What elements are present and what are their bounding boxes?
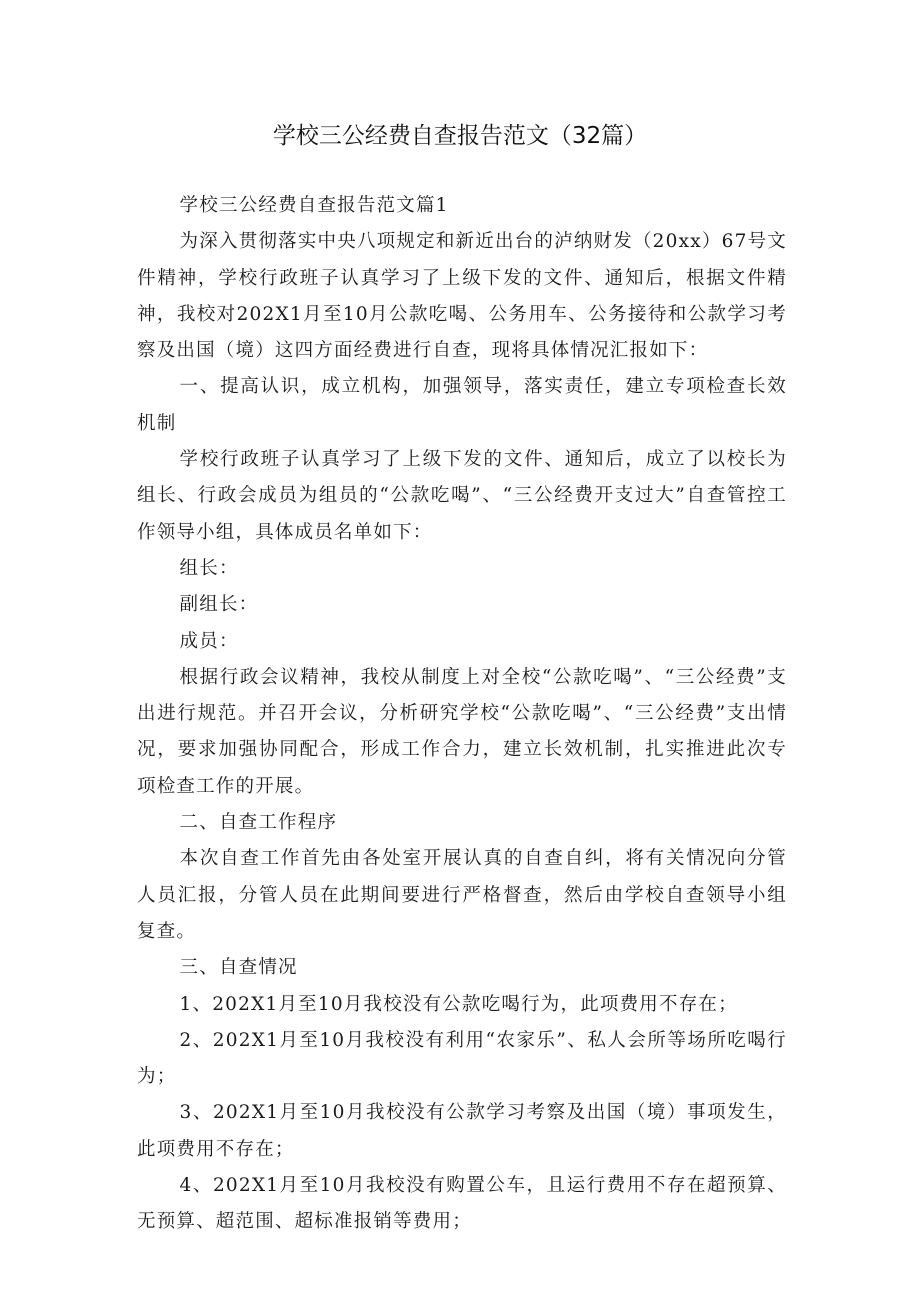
- paragraph: 根据行政会议精神，我校从制度上对全校“公款吃喝”、“三公经费”支出进行规范。并召开会议，分析研究学校“公款吃喝”、“三公经费”支出情况，要求加强协同配合，形成工作合力，建立长效机制，扎实推进此次专项检查工作的开展。: [137, 666, 787, 797]
- section-heading: 一、提高认识，成立机构，加强领导，落实责任，建立专项检查长效机制: [137, 376, 787, 434]
- section-heading: 学校三公经费自查报告范文篇1: [179, 195, 449, 216]
- section-heading: 三、自查情况: [179, 957, 298, 979]
- document-body: [137, 188, 787, 1241]
- list-item: 副组长：: [179, 594, 259, 616]
- section-heading: 二、自查工作程序: [179, 812, 338, 834]
- list-item: 2、202X1月至10月我校没有利用“农家乐”、私人会所等场所吃喝行为；: [137, 1029, 787, 1088]
- list-item: 1、202X1月至10月我校没有公款吃喝行为，此项费用不存在；: [179, 993, 738, 1015]
- paragraph: 为深入贯彻落实中央八项规定和新近出台的泸纳财发（20xx）67号文件精神，学校行政班子认真学习了上级下发的文件、通知后，根据文件精神，我校对202X1月至10月公款吃喝、公务用车、公务接待和公款学习考察及出国（境）这四方面经费进行自查，现将具体情况汇报如下：: [137, 231, 787, 362]
- document-title: 学校三公经费自查报告范文（32篇）: [272, 123, 648, 149]
- list-item: 成员：: [179, 630, 239, 652]
- list-item: 3、202X1月至10月我校没有公款学习考察及出国（境）事项发生，此项费用不存在；: [137, 1102, 787, 1160]
- list-item: 组长：: [179, 557, 239, 579]
- paragraph: 本次自查工作首先由各处室开展认真的自查自纠，将有关情况向分管人员汇报，分管人员在此期间要进行严格督查，然后由学校自查领导小组复查。: [137, 848, 787, 942]
- list-item: 4、202X1月至10月我校没有购置公车，且运行费用不存在超预算、无预算、超范围、超标准报销等费用；: [137, 1175, 787, 1233]
- paragraph: 学校行政班子认真学习了上级下发的文件、通知后，成立了以校长为组长、行政会成员为组员的“公款吃喝”、“三公经费开支过大”自查管控工作领导小组，具体成员名单如下：: [137, 449, 787, 543]
